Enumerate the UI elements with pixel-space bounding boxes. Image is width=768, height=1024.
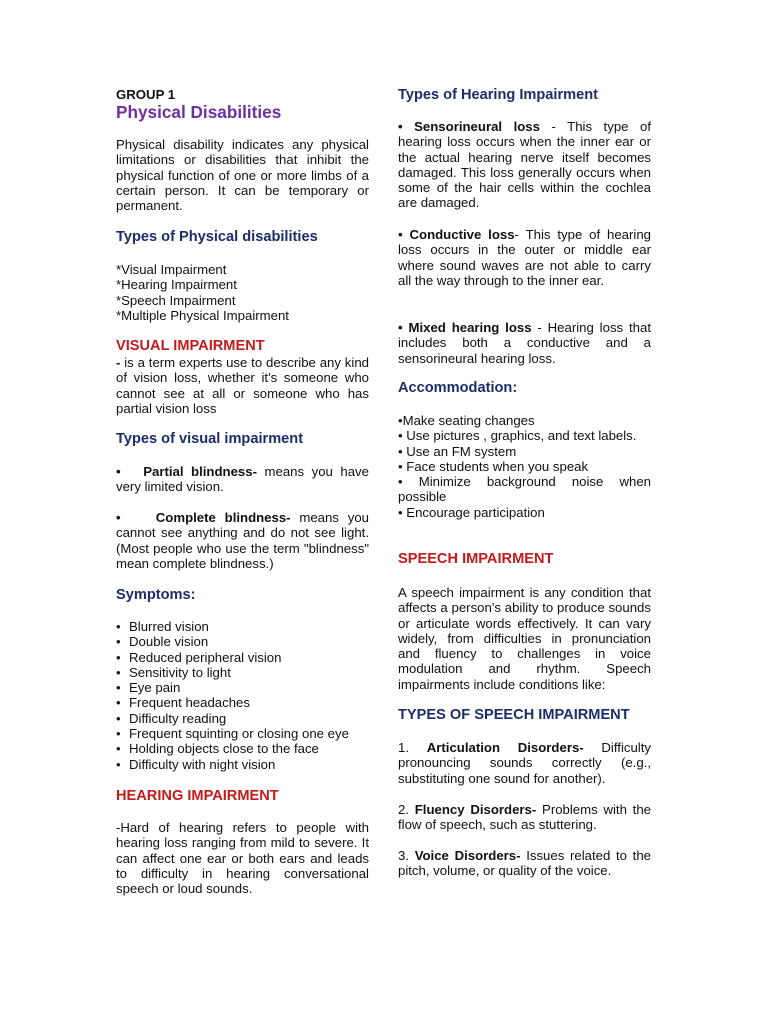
accommodation-list [398, 413, 651, 520]
list-item: • Use an FM system [398, 443, 517, 459]
group-label: GROUP 1 [116, 87, 176, 102]
types-item: *Hearing Impairment [116, 277, 237, 293]
partial-text: means you have very limited vision. [116, 464, 369, 495]
speech-heading: SPEECH IMPAIRMENT [398, 551, 554, 567]
types-heading: Types of Physical disabilities [116, 229, 318, 245]
list-item: • Frequent headaches [116, 695, 369, 710]
types-item: *Multiple Physical Impairment [116, 307, 289, 323]
hearing-heading: HEARING IMPAIRMENT [116, 788, 279, 804]
speech-types-heading: TYPES OF SPEECH IMPAIRMENT [398, 707, 630, 723]
sensorineural-label: • Sensorineural loss [398, 119, 540, 134]
visual-paragraph [116, 355, 369, 416]
list-item: • Holding objects close to the face [116, 741, 369, 756]
partial-label: Partial blindness- [143, 464, 257, 479]
list-item: • Minimize background noise when possible [398, 474, 651, 505]
list-item: • Eye pain [116, 680, 369, 695]
list-item: • Sensitivity to light [116, 665, 369, 680]
list-item: • Double vision [116, 634, 369, 649]
list-item: • Blurred vision [116, 619, 369, 634]
complete-label: Complete blindness- [155, 510, 291, 525]
conductive-paragraph [398, 227, 651, 288]
intro-paragraph: Physical disability indicates any physical limitations or disabilities that inhibit the physical function of one or more limbs of a certain person. It can be temporary or permanent. [116, 137, 369, 214]
hearing-paragraph: -Hard of hearing refers to people with hearing loss ranging from mild to severe. It can affect one ear or both ears and leads to difficulty in hearing conversational speech or loud sounds. [116, 820, 369, 897]
mixed-paragraph [398, 320, 651, 366]
fluency-paragraph [398, 802, 651, 833]
symptoms-heading: Symptoms: [116, 587, 196, 603]
complete-text: means you cannot see anything and do not see light. (Most people who use the term "blindness" mean complete blindness.) [116, 510, 369, 571]
list-item: • Encourage participation [398, 504, 545, 520]
fluency-number: 2. [398, 802, 415, 817]
complete-bullet: • [116, 510, 121, 525]
sensorineural-text: - This type of hearing loss occurs when the inner ear or the actual hearing nerve itself becomes damaged. This loss generally occurs when some of the hair cells within the cochlea are damaged. [398, 119, 651, 211]
partial-bullet: • [116, 464, 121, 479]
voice-label: Voice Disorders- [414, 848, 521, 863]
types-item: *Visual Impairment [116, 262, 227, 277]
voice-paragraph [398, 848, 651, 879]
accommodation-heading: Accommodation: [398, 380, 518, 396]
complete-paragraph [116, 510, 369, 571]
fluency-text: Problems with the flow of speech, such as stuttering. [398, 802, 651, 833]
list-item: • Difficulty reading [116, 711, 369, 726]
voice-number: 3. [398, 848, 415, 863]
symptoms-list [116, 619, 369, 772]
voice-text: Issues related to the pitch, volume, or quality of the voice. [398, 848, 651, 879]
articulation-text: Difficulty pronouncing sounds correctly (e.g., substituting one sound for another). [398, 740, 651, 786]
mixed-label: • Mixed hearing loss [398, 320, 532, 335]
visual-text: is a term experts use to describe any kind of vision loss, whether it's someone who cannot see at all or someone who has partial vision loss [116, 355, 369, 416]
visual-types-heading: Types of visual impairment [116, 431, 304, 447]
hearing-types-heading: Types of Hearing Impairment [398, 87, 599, 103]
types-list [116, 262, 369, 323]
conductive-text: - This type of hearing loss occurs in the outer or middle ear where sound waves are not able to carry all the way through to the inner ear. [398, 227, 651, 288]
types-item: *Speech Impairment [116, 292, 236, 308]
articulation-paragraph [398, 740, 651, 786]
visual-heading: VISUAL IMPAIRMENT [116, 338, 265, 354]
partial-paragraph [116, 464, 369, 495]
conductive-label: • Conductive loss [398, 227, 515, 242]
list-item: • Frequent squinting or closing one eye [116, 726, 369, 741]
list-item: • Reduced peripheral vision [116, 650, 369, 665]
list-item: • Difficulty with night vision [116, 757, 369, 772]
list-item: • Face students when you speak [398, 458, 589, 474]
articulation-label: Articulation Disorders- [426, 740, 584, 755]
list-item: • Use pictures , graphics, and text labels. [398, 428, 637, 444]
sensorineural-paragraph [398, 119, 651, 211]
page-title: Physical Disabilities [116, 102, 282, 122]
fluency-label: Fluency Disorders- [414, 802, 537, 817]
list-item: •Make seating changes [398, 413, 535, 428]
visual-dash: - [116, 355, 121, 370]
mixed-text: - Hearing loss that includes both a conductive and a sensorineural hearing loss. [398, 320, 651, 366]
articulation-number: 1. [398, 740, 427, 755]
speech-paragraph: A speech impairment is any condition that affects a person's ability to produce sounds or articulate words effectively. It can vary widely, from difficulties in pronunciation and fluency to challenges in voice modulation and rhythm. Speech impairments include conditions like: [398, 585, 651, 692]
